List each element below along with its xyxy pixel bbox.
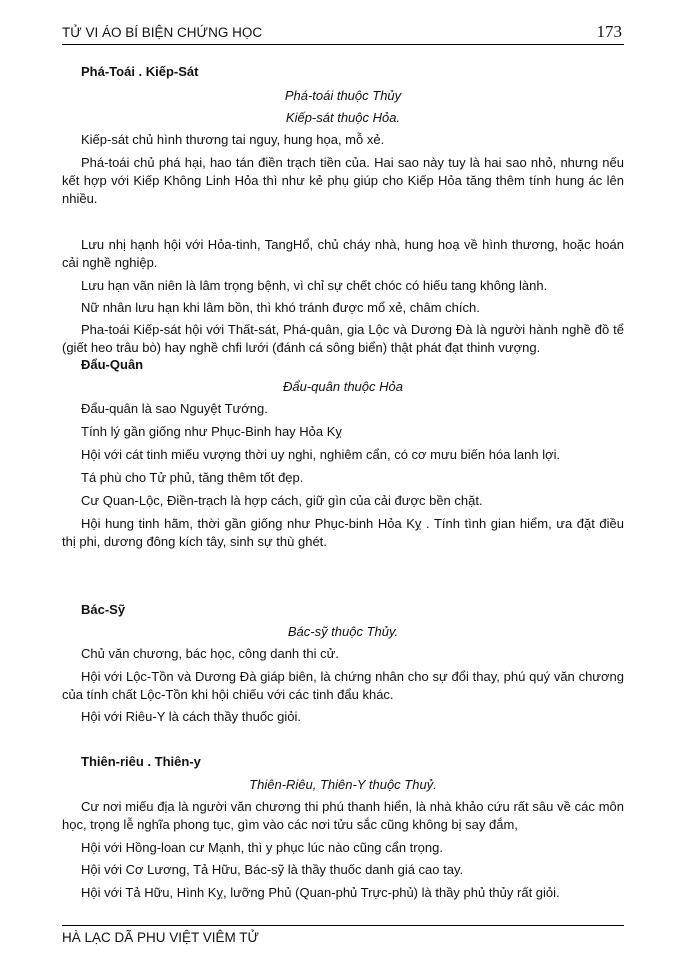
paragraph: Hội với Cơ Lương, Tả Hữu, Bác-sỹ là thầy thuốc danh giá cao tay. (81, 862, 464, 877)
footer-rule (62, 925, 624, 926)
section-heading: Bác-Sỹ (81, 602, 126, 617)
section-heading: Phá-Toái . Kiếp-Sát (81, 64, 199, 79)
section-subtitle: Đẩu-quân thuộc Hỏa (283, 379, 403, 394)
section-heading: Đẩu-Quân (81, 357, 144, 372)
paragraph: Hội với Riêu-Y là cách thầy thuốc giỏi. (81, 709, 302, 724)
section-subtitle: Bác-sỹ thuộc Thủy. (287, 624, 399, 639)
paragraph: Pha-toái Kiếp-sát hội với Thất-sát, Phá-quân, gia Lộc và Dương Đà là người hành nghề đồ tể (giết heo trâu bò) hay nghề chfi lưới (đánh cá sông biển) thật phát đạt thinh vượng. (62, 322, 624, 355)
paragraph: Đẩu-quân là sao Nguyệt Tướng. (81, 401, 268, 416)
paragraph: Hội hung tinh hãm, thời gần giống như Phục-binh Hỏa Kỵ . Tính tình gian hiểm, ưa đặt điều thị phi, dương đông kích tây, sinh sự thù ghét. (62, 516, 624, 549)
section-subtitle: Phá-toái thuộc Thủy (284, 88, 402, 103)
running-header: TỬ VI ÁO BÍ BIỆN CHỨNG HỌC (62, 25, 263, 40)
running-footer: HÀ LẠC DÃ PHU VIỆT VIÊM TỬ (62, 930, 260, 945)
paragraph: Phá-toái chủ phá hại, hao tán điền trạch tiền của. Hai sao này tuy là hai sao nhỏ, nhưng nếu kết hợp với Kiếp Không Linh Hỏa thì như kẻ phụ giúp cho Kiếp Hỏa tăng thêm tính hung ác lên nhiều. (62, 155, 624, 206)
paragraph: Hội với Lộc-Tồn và Dương Đà giáp biên, là chứng nhân cho sự đổi thay, phú quý văn chương của tính chất Lộc-Tồn khi hội chiếu với các tinh đẩu khác. (62, 669, 624, 702)
paragraph: Cư nơi miếu địa là người văn chương thi phú thanh hiển, là nhà khảo cứu rất sâu về các môn học, trọng lễ nghĩa phong tục, gìm vào các nơi tửu sắc cũng không bị say đắm, (62, 799, 624, 832)
paragraph: Tá phù cho Tử phủ, tăng thêm tốt đẹp. (81, 470, 304, 485)
paragraph: Tính lý gần giống như Phục-Binh hay Hỏa Kỵ (81, 424, 342, 439)
section-subtitle: Kiếp-sát thuộc Hỏa. (285, 110, 401, 125)
section-subtitle: Thiên-Riêu, Thiên-Y thuộc Thuỷ. (249, 777, 437, 792)
header-rule (62, 44, 624, 45)
section-heading: Thiên-riêu . Thiên-y (81, 754, 201, 769)
paragraph: Hội với Hồng-loan cư Mạnh, thì y phục lúc nào cũng cẩn trọng. (81, 840, 443, 855)
paragraph: Kiếp-sát chủ hình thương tai nguy, hung họa, mỗ xẻ. (81, 132, 385, 147)
paragraph: Lưu nhị hạnh hội với Hỏa-tinh, TangHổ, chủ cháy nhà, hung hoạ về hình thương, hoặc hoán cải nghề nghiệp. (62, 237, 624, 270)
paragraph: Chủ văn chương, bác học, công danh thi cử. (81, 646, 339, 661)
paragraph: Cư Quan-Lộc, Điền-trạch là hợp cách, giữ gìn của cải được bền chặt. (81, 493, 483, 508)
page-number: 173 (596, 22, 622, 41)
paragraph: Nữ nhân lưu hạn khi lâm bồn, thì khó tránh được mổ xẻ, châm chích. (81, 300, 480, 315)
paragraph: Hội với Tả Hữu, Hình Kỵ, lưỡng Phủ (Quan-phủ Trực-phủ) là thầy phủ thủy rất giỏi. (81, 885, 560, 900)
paragraph: Lưu hạn vãn niên là lâm trọng bệnh, vì chỉ sự chết chóc có hiếu tang không lành. (81, 278, 548, 293)
paragraph: Hội với cát tinh miếu vượng thời uy nghi, nghiêm cẩn, có cơ mưu biến hóa lanh lợi. (81, 447, 561, 462)
